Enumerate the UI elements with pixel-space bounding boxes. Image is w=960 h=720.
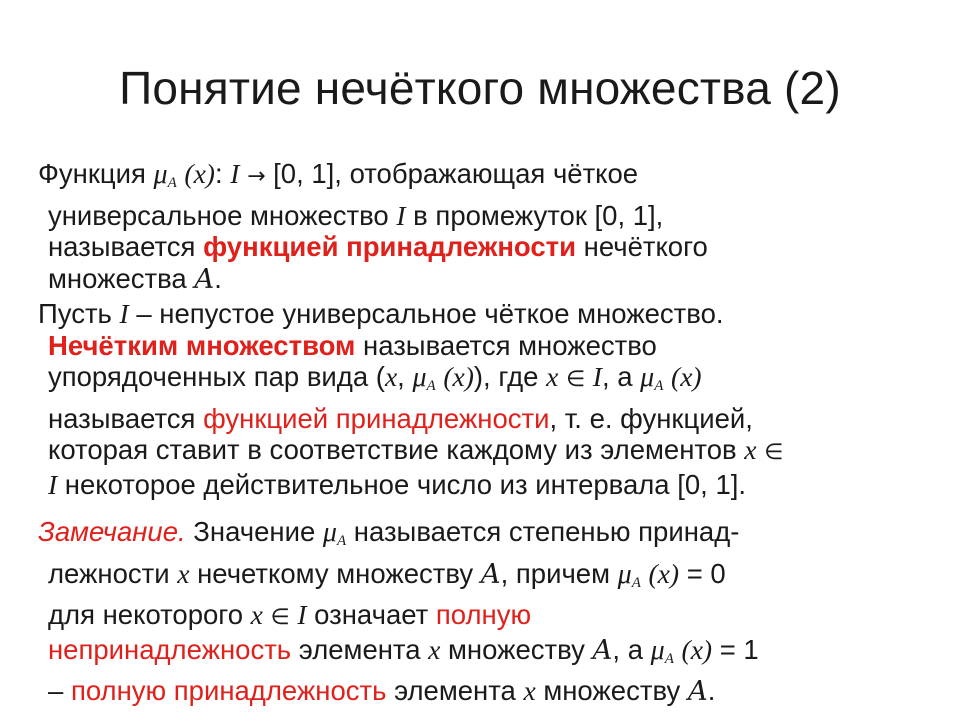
variable-x: x <box>452 361 465 393</box>
variable-x: x <box>690 633 703 665</box>
text-line <box>48 200 938 232</box>
set-subscript: A <box>336 533 347 549</box>
text: – непустое универсальное чёткое множество. <box>128 298 724 329</box>
paren: ) <box>692 361 702 393</box>
text: : <box>214 158 231 189</box>
mu-symbol: μ <box>322 517 337 548</box>
fuzzy-set-A: A <box>687 675 708 708</box>
text-line <box>48 634 938 676</box>
text-line <box>48 361 938 403</box>
term-fuzzy-set: Нечётким множеством <box>48 329 356 361</box>
text: = 1 <box>712 633 759 665</box>
paren: ( <box>443 361 453 393</box>
text: , причем <box>500 557 618 589</box>
set-I: I <box>119 298 129 329</box>
text: некоторое действительное число из интервала [0, 1]. <box>57 468 747 500</box>
text: элемента <box>386 675 524 707</box>
text-line <box>48 263 938 296</box>
variable-x: x <box>744 434 757 466</box>
set-I: I <box>297 599 307 631</box>
text: . <box>707 675 716 707</box>
text: которая ставит в соответствие каждому из элементов <box>48 434 745 466</box>
element-of-symbol: ∈ <box>764 440 784 466</box>
set-subscript: A <box>426 378 436 395</box>
text: нечеткому множеству <box>189 557 481 589</box>
fuzzy-set-A: A <box>480 557 501 590</box>
element-of-symbol: ∈ <box>270 605 290 631</box>
mu-symbol: μ <box>412 362 427 394</box>
set-I: I <box>396 199 406 231</box>
variable-x: x <box>250 599 263 631</box>
text: . <box>214 262 222 294</box>
set-I: I <box>230 158 240 189</box>
text-line <box>48 599 938 634</box>
variable-x: x <box>177 557 190 589</box>
fuzzy-set-A: A <box>194 262 215 295</box>
text: множеству <box>535 675 688 707</box>
term-full: полную <box>435 599 532 631</box>
text: называется <box>48 231 204 263</box>
text: универсальное множество <box>48 199 397 231</box>
set-I: I <box>48 468 58 500</box>
text: [0, 1], отображающая чёткое <box>265 158 639 189</box>
text-line <box>48 558 938 600</box>
text: Значение <box>185 516 323 547</box>
set-I: I <box>592 361 602 393</box>
text-line <box>38 516 938 558</box>
variable-x: x <box>546 361 559 393</box>
text: Пусть <box>38 298 120 329</box>
text: Функция <box>38 158 154 189</box>
mu-symbol: μ <box>153 159 168 190</box>
text: , а <box>612 633 651 665</box>
variable-x: x <box>523 675 536 707</box>
paren: ( <box>681 633 691 665</box>
text: означает <box>306 599 436 631</box>
variable-x: x <box>657 557 670 589</box>
text: , <box>397 361 413 393</box>
variable-x: x <box>384 361 398 393</box>
text: в промежуток [0, 1], <box>405 199 664 231</box>
text-line <box>48 403 938 435</box>
mu-symbol: μ <box>617 558 632 590</box>
paragraph-definition-fuzzy-set <box>38 298 938 501</box>
text: , т. е. функцией, <box>549 402 753 434</box>
text-line <box>48 469 938 501</box>
paren: ) <box>669 557 680 589</box>
text: – <box>48 675 71 707</box>
text: = 0 <box>679 557 726 589</box>
paragraph-remark <box>38 516 938 708</box>
fuzzy-set-A: A <box>592 633 613 666</box>
slide-title: Понятие нечёткого множества (2) <box>119 62 841 114</box>
text: элемента <box>291 633 429 665</box>
set-subscript: A <box>654 378 664 395</box>
term-nonmembership: непринадлежность <box>48 633 292 665</box>
element-of-symbol: ∈ <box>565 367 586 393</box>
text-line <box>48 330 938 362</box>
variable-x: x <box>680 361 693 393</box>
paren: ( <box>184 158 194 189</box>
text: множеству <box>440 633 593 665</box>
text: множества <box>48 262 195 294</box>
remark-label: Замечание. <box>38 516 186 547</box>
text: лежности <box>48 557 178 589</box>
text-line <box>48 231 938 263</box>
set-subscript: A <box>631 574 641 591</box>
paren: ) <box>464 361 474 393</box>
text-line <box>48 434 938 469</box>
mu-symbol: μ <box>650 634 665 666</box>
set-subscript: A <box>167 175 177 191</box>
term-membership-function: функцией принадлежности <box>203 402 550 434</box>
paren: ) <box>205 158 215 189</box>
variable-x: x <box>428 633 441 665</box>
paragraph-definition-membership-function <box>38 158 938 295</box>
term-full-membership: полную принадлежность <box>70 675 387 707</box>
text: называется <box>48 402 204 434</box>
text-line <box>38 298 938 330</box>
mu-symbol: μ <box>640 362 655 394</box>
variable-x: x <box>193 158 206 189</box>
text: , а <box>601 361 641 393</box>
text: для некоторого <box>48 599 251 631</box>
set-subscript: A <box>664 650 674 667</box>
text: нечёткого <box>576 231 708 263</box>
paren: ( <box>648 557 658 589</box>
text-line <box>38 158 938 200</box>
text: упорядоченных пар вида ( <box>48 361 385 393</box>
arrow-symbol: → <box>247 164 266 189</box>
text: называется степенью принад- <box>346 516 740 547</box>
text: ), где <box>473 361 547 393</box>
text-line <box>48 675 938 708</box>
paren: ) <box>702 633 713 665</box>
text: называется множество <box>355 329 657 361</box>
term-membership-function: функцией принадлежности <box>203 231 577 263</box>
paren: ( <box>671 361 681 393</box>
